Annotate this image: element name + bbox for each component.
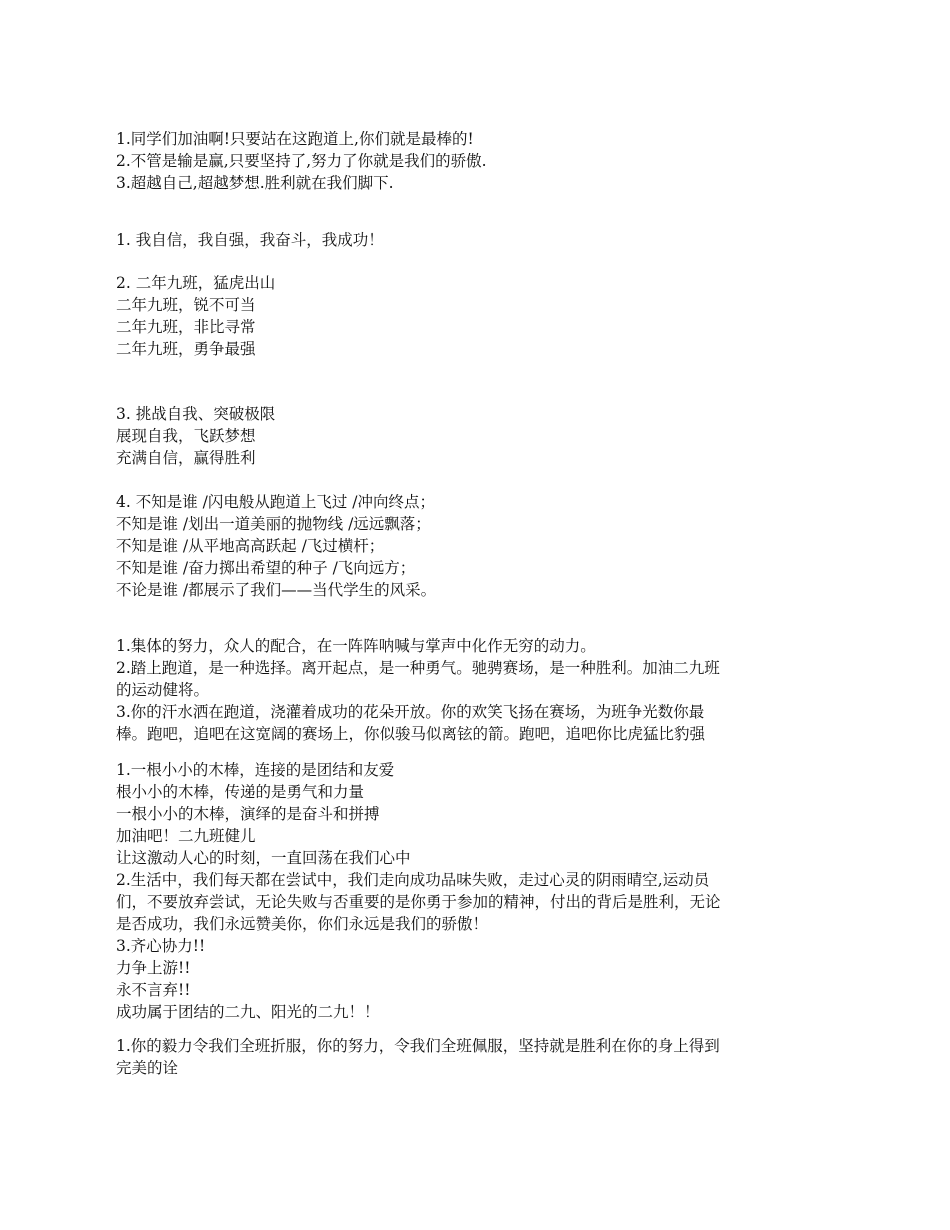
text-line: 充满自信，赢得胜利: [116, 449, 256, 467]
text-line: 不知是谁 /划出一道美丽的抛物线 /远远飘落；: [116, 515, 431, 533]
text-line: 二年九班，勇争最强: [116, 340, 256, 358]
text-line: 2.生活中，我们每天都在尝试中，我们走向成功品味失败，走过心灵的阴雨晴空,运动员: [116, 871, 710, 889]
text-line: 2.踏上跑道，是一种选择。离开起点，是一种勇气。驰骋赛场，是一种胜利。加油二九班: [116, 659, 720, 677]
text-line: 1.你的毅力令我们全班折服，你的努力，令我们全班佩服，坚持就是胜利在你的身上得到: [116, 1037, 720, 1055]
text-line: 3. 挑战自我、突破极限: [116, 405, 276, 423]
text-line: 1.同学们加油啊!只要站在这跑道上,你们就是最棒的!: [116, 130, 474, 148]
text-line: 力争上游!!: [116, 959, 191, 977]
text-line: 是否成功，我们永远赞美你，你们永远是我们的骄傲！: [116, 915, 489, 933]
text-line: 3.你的汗水洒在跑道，浇灌着成功的花朵开放。你的欢笑飞扬在赛场，为班争光数你最: [116, 703, 705, 721]
text-line: 3.超越自己,超越梦想.胜利就在我们脚下.: [116, 174, 394, 192]
text-line: 不知是谁 /从平地高高跃起 /飞过横杆；: [116, 537, 385, 555]
text-line: 3.齐心协力!!: [116, 937, 206, 955]
text-line: 2.不管是输是赢,只要坚持了,努力了你就是我们的骄傲.: [116, 152, 487, 170]
text-line: 2. 二年九班，猛虎出山: [116, 274, 276, 292]
text-line: 们，不要放弃尝试，无论失败与否重要的是你勇于参加的精神，付出的背后是胜利，无论: [116, 893, 721, 911]
text-line: 根小小的木棒，传递的是勇气和力量: [116, 783, 365, 801]
text-line: 棒。跑吧，追吧在这宽阔的赛场上，你似骏马似离铉的箭。跑吧，追吧你比虎猛比豹强: [116, 725, 706, 743]
text-line: 让这激动人心的时刻，一直回荡在我们心中: [116, 849, 411, 867]
text-line: 加油吧！二九班健儿: [116, 827, 256, 845]
text-line: 的运动健将。: [116, 681, 210, 699]
text-line: 1. 我自信，我自强，我奋斗，我成功！: [116, 231, 384, 249]
text-line: 展现自我，飞跃梦想: [116, 427, 256, 445]
text-line: 一根小小的木棒，演绎的是奋斗和拼搏: [116, 805, 380, 823]
text-line: 1.一根小小的木棒，连接的是团结和友爱: [116, 761, 395, 779]
text-line: 永不言弃!!: [116, 981, 191, 999]
text-line: 4. 不知是谁 /闪电般从跑道上飞过 /冲向终点；: [116, 493, 436, 511]
text-line: 不论是谁 /都展示了我们——当代学生的风采。: [116, 581, 437, 599]
text-line: 二年九班，非比寻常: [116, 318, 256, 336]
text-line: 完美的诠: [116, 1059, 179, 1077]
text-line: 成功属于团结的二九、阳光的二九！！: [116, 1003, 380, 1021]
text-line: 不知是谁 /奋力掷出希望的种子 /飞向远方；: [116, 559, 416, 577]
text-line: 1.集体的努力，众人的配合，在一阵阵呐喊与掌声中化作无穷的动力。: [116, 637, 596, 655]
text-line: 二年九班，锐不可当: [116, 296, 256, 314]
